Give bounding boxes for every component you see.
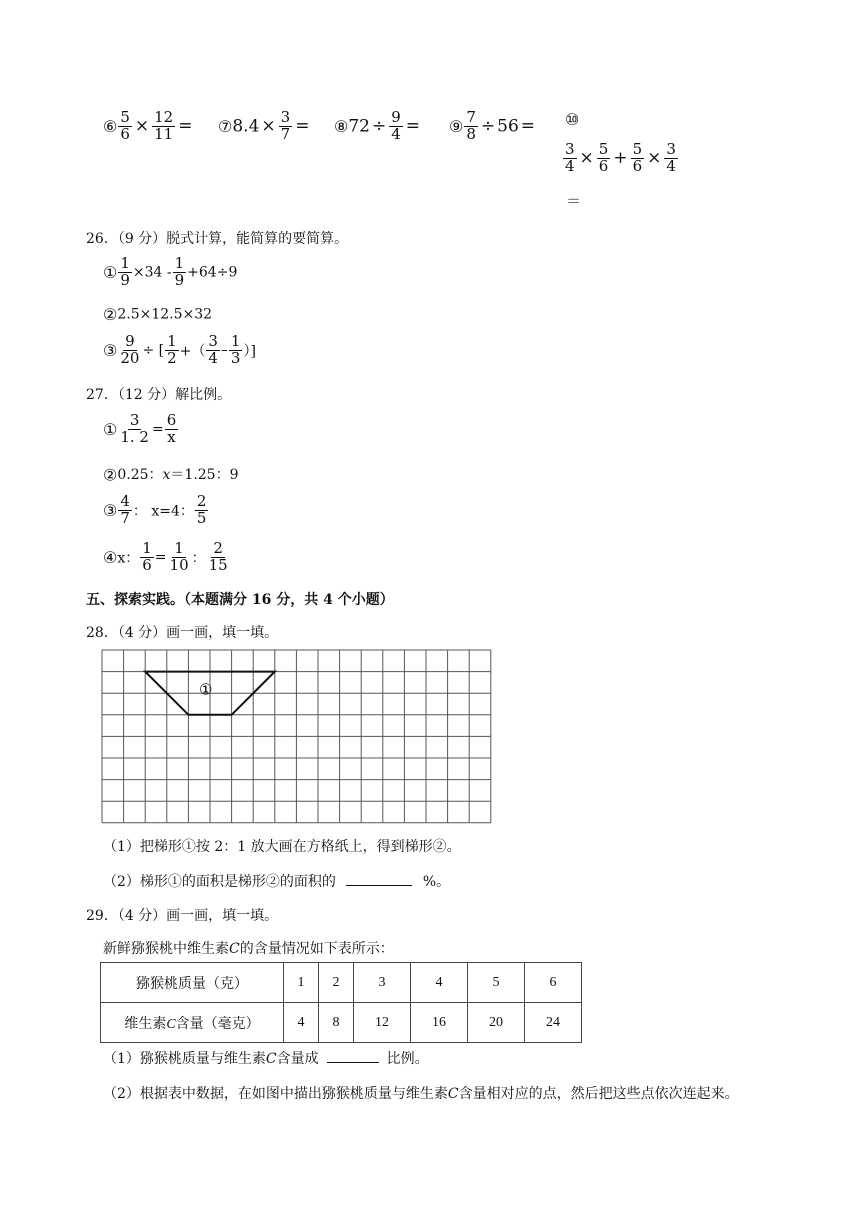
q27-item-4: ④x： $\frac{1}{6}$ = $\frac{1}{10}$ ： $\frac{2}{15}$ xyxy=(103,539,228,574)
q25-item-10-equals: ＝ xyxy=(566,192,582,210)
q29-part-2: （2）根据表中数据，在如图中描出猕猴桃质量与维生素C含量相对应的点，然后把这些点依次连起来。 xyxy=(103,1086,739,1102)
row-header: 维生素C含量（毫克） xyxy=(101,1003,284,1043)
q27-item-1: ① $\frac{3}{1. 2}$ = $\frac{6}{x}$ xyxy=(103,411,177,446)
section-heading: 五、探索实践。（本题满分 16 分，共 4 个小题） xyxy=(86,592,394,608)
q26-item-1: ① $\frac{1}{9}$ ×34 - $\frac{1}{9}$ +64÷9 xyxy=(103,254,238,289)
q25-item-7: ⑦8.4 × $\frac{3}{7}$ = xyxy=(218,108,310,143)
q26-title: 26．（9 分）脱式计算，能简算的要简算。 xyxy=(86,231,349,247)
q29-intro: 新鲜猕猴桃中维生素C的含量情况如下表所示： xyxy=(103,941,394,957)
q25-item-10-label: ⑩ xyxy=(565,110,580,129)
q27-item-2: ②0.25：x＝1.25：9 xyxy=(103,465,239,485)
answer-blank[interactable] xyxy=(346,885,412,886)
trapezoid-label: ① xyxy=(198,680,213,699)
q25-item-8: ⑧72 ÷ $\frac{9}{4}$ = xyxy=(334,108,421,143)
table-row: 维生素C含量（毫克） 4 8 12 16 20 24 xyxy=(101,1003,582,1043)
q25-item-6: ⑥ $\frac{5}{6}$ × $\frac{12}{11}$ = xyxy=(103,108,193,143)
q29-part-1: （1）猕猴桃质量与维生素C含量成 比例。 xyxy=(103,1051,429,1067)
q29-title: 29．（4 分）画一画，填一填。 xyxy=(86,908,279,924)
q27-item-3: ③ $\frac{4}{7}$ ： x=4： $\frac{2}{5}$ xyxy=(103,492,207,527)
q25-item-10-expr: $\frac{3}{4}$ × $\frac{5}{6}$ + $\frac{5}{6}$ × $\frac{3}{4}$ xyxy=(565,140,676,175)
item-number: ⑥ xyxy=(103,116,118,136)
row-header: 猕猴桃质量（克） xyxy=(101,963,284,1003)
q26-item-3: ③ $\frac{9}{20}$ ÷ [ $\frac{1}{2}$ +（ $\frac{3}{4}$ – $\frac{1}{3}$ ）] xyxy=(103,332,256,367)
q25-item-9: ⑨ $\frac{7}{8}$ ÷ 56 = xyxy=(449,108,536,143)
grid-lines xyxy=(102,650,491,823)
vitamin-table xyxy=(100,962,582,1043)
q26-item-2: ②2.5×12.5×32 xyxy=(103,305,213,324)
q28-part-1: （1）把梯形①按 2：1 放大画在方格纸上，得到梯形②。 xyxy=(103,839,461,855)
fraction: $\frac{5}{6}$ xyxy=(120,108,130,143)
fraction: $\frac{12}{11}$ xyxy=(154,108,174,143)
q28-title: 28．（4 分）画一画，填一填。 xyxy=(86,625,279,641)
answer-blank[interactable] xyxy=(327,1062,379,1063)
table-row: 猕猴桃质量（克） 1 2 3 4 5 6 xyxy=(101,963,582,1003)
q27-title: 27．（12 分）解比例。 xyxy=(86,387,232,403)
q28-part-2: （2）梯形①的面积是梯形②的面积的 %。 xyxy=(103,874,451,890)
grid-paper[interactable] xyxy=(101,649,493,825)
